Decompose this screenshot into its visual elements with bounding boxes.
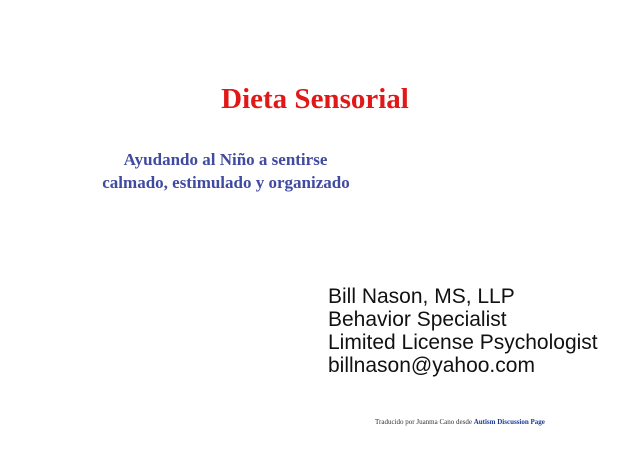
author-role: Behavior Specialist (328, 308, 507, 331)
translation-credit (375, 418, 545, 426)
credit-text: Traducido por Juanma Cano desde (375, 418, 474, 426)
author-license: Limited License Psychologist (328, 331, 598, 354)
subtitle-line-1: Ayudando al Niño a sentirse (123, 150, 328, 169)
document-title-text: Dieta Sensorial (221, 83, 409, 115)
document-title (0, 83, 638, 116)
author-email: billnason@yahoo.com (328, 354, 535, 377)
subtitle-line-2: calmado, estimulado y organizado (102, 173, 350, 192)
source-link[interactable]: Autism Discussion Page (473, 418, 545, 426)
author-name: Bill Nason, MS, LLP (328, 285, 515, 308)
